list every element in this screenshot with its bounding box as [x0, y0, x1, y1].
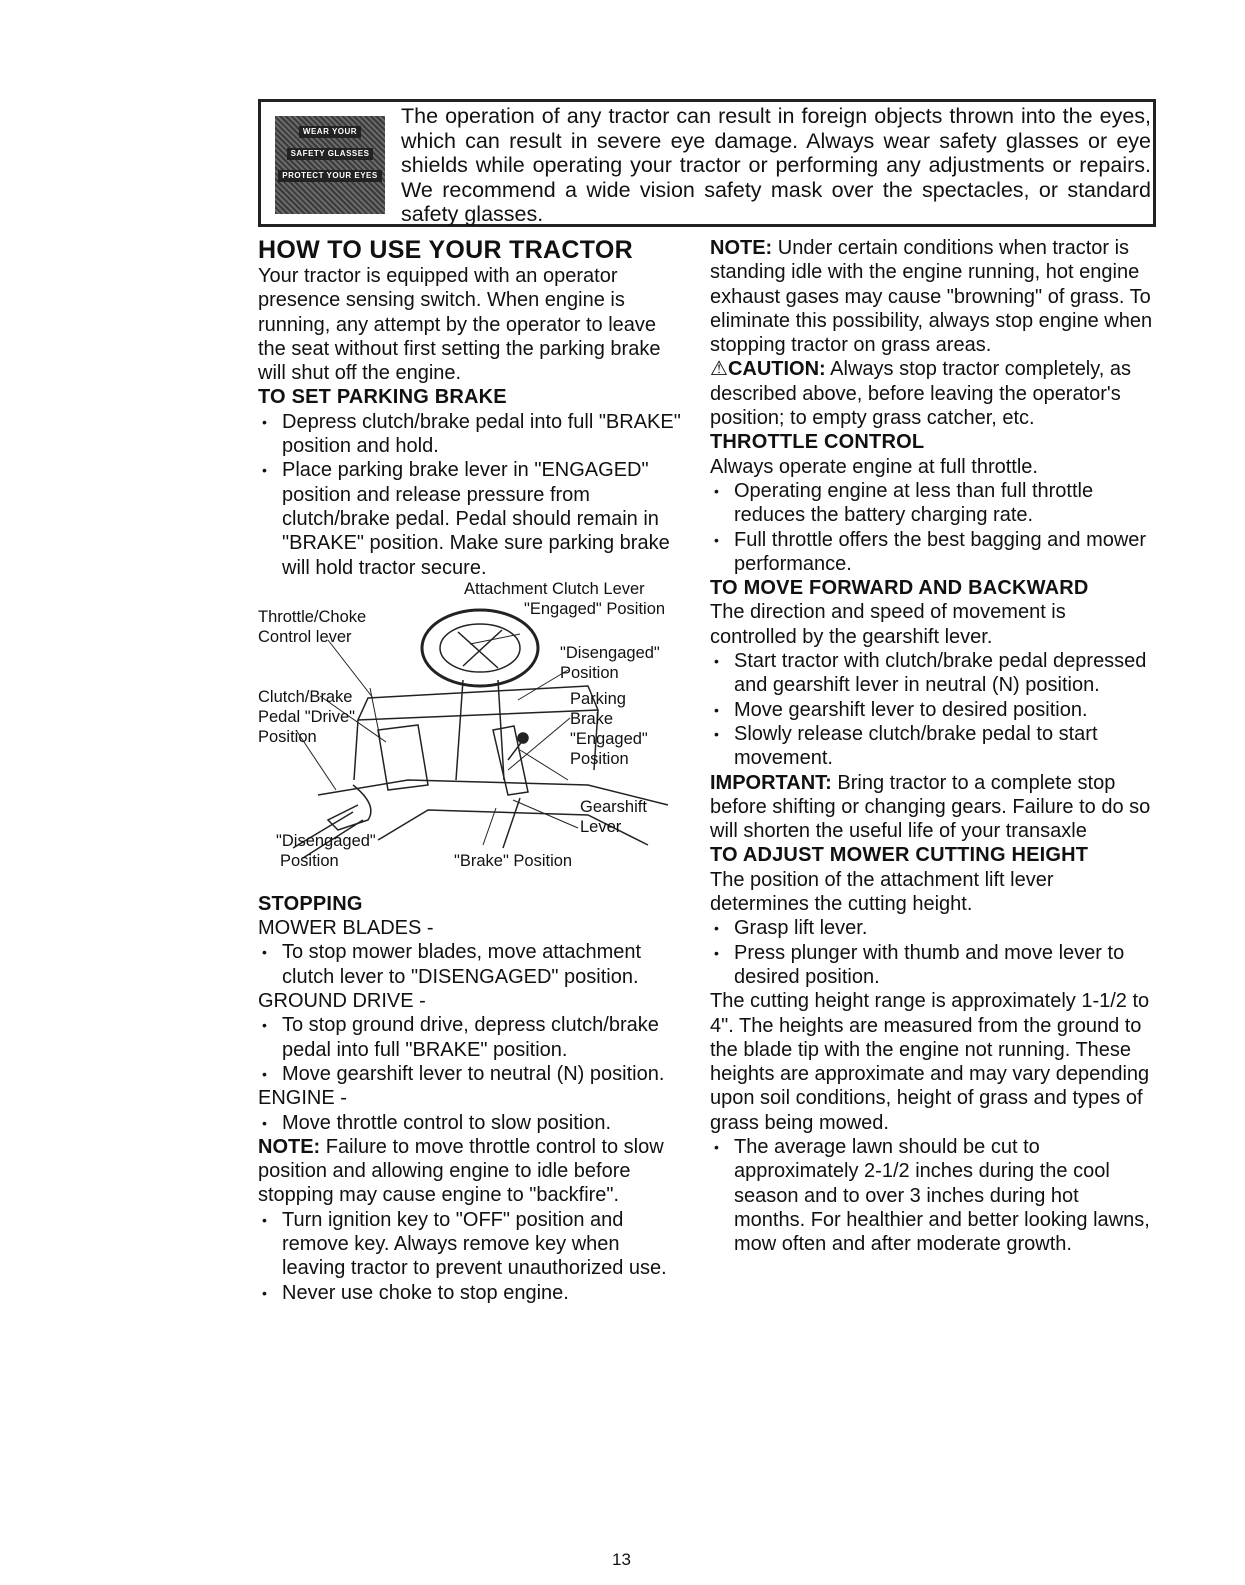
parking-brake-steps — [258, 410, 688, 580]
cutting-height-intro: The position of the attachment lift lever determines the cutting height. — [710, 868, 1054, 916]
list-item: • Move throttle control to slow position. — [258, 1111, 688, 1135]
lawn-items — [710, 1135, 1155, 1256]
label-disengaged-2: "Disengaged" — [276, 831, 376, 850]
caution-label: CAUTION: — [727, 358, 826, 381]
list-item: • Press plunger with thumb and move lever to desired position. — [710, 941, 1155, 990]
icon-label: PROTECT YOUR EYES — [278, 170, 381, 182]
label-drive-position: Position — [258, 727, 317, 746]
icon-label: SAFETY GLASSES — [287, 148, 374, 160]
label-gearshift: Gearshift — [580, 797, 647, 816]
list-item: • Never use choke to stop engine. — [258, 1281, 688, 1305]
label-clutch-brake: Clutch/Brake — [258, 687, 353, 706]
page-number: 13 — [612, 1550, 631, 1569]
list-item: • Depress clutch/brake pedal into full "BRAKE" position and hold. — [258, 410, 688, 459]
important-label: IMPORTANT: — [710, 771, 832, 794]
browning-note — [710, 236, 1155, 357]
list-item: • Move gearshift lever to neutral (N) position. — [258, 1062, 688, 1086]
caution-triangle-icon: ⚠ — [710, 358, 728, 381]
caution-text: Always stop tractor completely, as described above, before leaving the operator's position; to empty grass catcher, etc. — [710, 358, 1132, 430]
list-item: • Move gearshift lever to desired position. — [710, 698, 1155, 722]
label-brake: Brake — [570, 709, 614, 728]
throttle-control-heading: THROTTLE CONTROL — [710, 431, 925, 454]
label-throttle-choke: Throttle/Choke — [258, 607, 367, 626]
label-engaged-position-2: Position — [570, 749, 629, 768]
intro-paragraph: Your tractor is equipped with an operator presence sensing switch. When engine is running, any attempt by the operator to leave the seat without first setting the parking brake will shut off the engine. — [258, 265, 661, 385]
important-text: Bring tractor to a complete stop before shifting or changing gears. Failure to do so will shorten the useful life of your transaxle — [710, 771, 1151, 843]
list-item: • The average lawn should be cut to approximately 2-1/2 inches during the cool season and to over 3 inches during hot months. For healthier and better looking lawns, mow often and after moderate growth. — [710, 1135, 1155, 1256]
note-text: Under certain conditions when tractor is standing idle with the engine running, hot engine exhaust gases may cause "browning" of grass. To eliminate this possibility, always stop engine when stopping tractor on grass areas. — [710, 237, 1153, 357]
label-disengaged-position: Position — [560, 663, 619, 682]
section-title: HOW TO USE YOUR TRACTOR — [258, 236, 633, 264]
list-item: • To stop mower blades, move attachment clutch lever to "DISENGAGED" position. — [258, 940, 688, 989]
stopping-heading: STOPPING — [258, 892, 363, 915]
list-item: • Operating engine at less than full throttle reduces the battery charging rate. — [710, 479, 1155, 528]
move-steps — [710, 649, 1155, 770]
label-brake-position: "Brake" Position — [454, 851, 573, 870]
mower-blades-steps — [258, 940, 688, 989]
caution-paragraph — [710, 357, 1155, 430]
right-column — [710, 236, 1155, 1256]
cutting-height-text: The cutting height range is approximately 1-1/2 to 4". The heights are measured from the ground to the blade tip with the engine not running. These heights are approximate and may vary depending upon soil conditions, height of grass and types of grass being mowed. — [710, 990, 1150, 1134]
engine-steps — [258, 1111, 688, 1135]
list-item: • Grasp lift lever. — [710, 916, 1155, 940]
tractor-controls-figure — [258, 580, 688, 892]
label-disengaged: "Disengaged" — [560, 643, 660, 662]
label-engaged-position: "Engaged" Position — [524, 599, 666, 618]
safety-warning-banner — [258, 99, 1156, 227]
throttle-items — [710, 479, 1155, 576]
list-item: • Full throttle offers the best bagging and mower performance. — [710, 528, 1155, 577]
list-item: • Start tractor with clutch/brake pedal depressed and gearshift lever in neutral (N) position. — [710, 649, 1155, 698]
important-paragraph — [710, 771, 1155, 844]
ground-drive-steps — [258, 1013, 688, 1086]
icon-label: WEAR YOUR — [299, 126, 361, 138]
cutting-height-heading: TO ADJUST MOWER CUTTING HEIGHT — [710, 844, 1089, 867]
label-disengaged-position-2: Position — [280, 851, 339, 870]
label-attachment-clutch-lever: Attachment Clutch Lever — [464, 579, 645, 598]
note-label: NOTE: — [258, 1135, 321, 1158]
left-column — [258, 236, 688, 1305]
list-item: • Slowly release clutch/brake pedal to start movement. — [710, 722, 1155, 771]
label-gearshift-lever: Lever — [580, 817, 622, 836]
warning-text: The operation of any tractor can result in foreign objects thrown into the eyes, which can result in severe eye damage. Always wear safety glasses or eye shields while operating your tractor or performing any adjustments or repairs. We recommend a wide vision safety mask over the spectacles, or standard safety glasses. — [401, 104, 1151, 226]
move-intro: The direction and speed of movement is controlled by the gearshift lever. — [710, 601, 1066, 648]
safety-glasses-icon — [275, 116, 385, 214]
move-heading: TO MOVE FORWARD AND BACKWARD — [710, 577, 1089, 600]
engine-subheading: ENGINE - — [258, 1087, 347, 1110]
label-parking: Parking — [570, 689, 626, 708]
engine-note — [258, 1135, 688, 1208]
label-engaged: "Engaged" — [570, 729, 648, 748]
list-item: • Turn ignition key to "OFF" position and remove key. Always remove key when leaving tractor to prevent unauthorized use. — [258, 1208, 688, 1281]
ground-drive-subheading: GROUND DRIVE - — [258, 990, 426, 1013]
label-control-lever: Control lever — [258, 627, 352, 646]
note-label: NOTE: — [710, 237, 773, 259]
mower-blades-subheading: MOWER BLADES - — [258, 917, 434, 940]
list-item: • Place parking brake lever in "ENGAGED" position and release pressure from clutch/brake pedal. Pedal should remain in "BRAKE" position. Make sure parking brake will hold tractor secure. — [258, 458, 688, 579]
parking-brake-heading: TO SET PARKING BRAKE — [258, 386, 507, 409]
cutting-height-steps — [710, 916, 1155, 989]
list-item: • To stop ground drive, depress clutch/brake pedal into full "BRAKE" position. — [258, 1013, 688, 1062]
final-steps — [258, 1208, 688, 1305]
note-text: Failure to move throttle control to slow position and allowing engine to idle before stopping may cause engine to "backfire". — [258, 1135, 664, 1207]
throttle-intro: Always operate engine at full throttle. — [710, 455, 1038, 478]
label-pedal-drive: Pedal "Drive" — [258, 707, 356, 726]
